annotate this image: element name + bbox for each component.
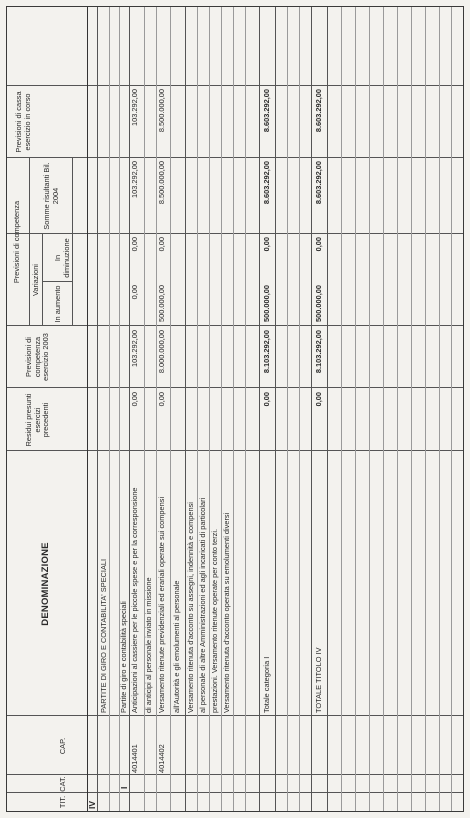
header-in-diminuzione: In diminuzione [53,238,71,278]
totale-categoria-prev2003: 8.103.292,00 [262,330,271,374]
row1-residui: 0,00 [130,392,139,407]
totale-titolo-diminuzione: 0,00 [314,237,323,252]
header-variazioni: Variazioni [31,264,40,296]
header-in-aumento: In aumento [53,285,62,323]
totale-titolo-label: TOTALE TITOLO IV [314,647,323,713]
titolo-number: IV [87,800,97,809]
row2-line6: Versamento ritenuta d'acconto operata su emolumenti diversi [222,512,231,713]
row2-line3: Versamento ritenuta d'acconto su assegni, indennità e compensi [186,502,195,713]
row1-diminuzione: 0,00 [130,237,139,252]
row2-line2: all'Autorità e gli emolumenti al personale [172,580,181,713]
row2-line1: Versamento ritenute previdenziali ed erariali operate sui compensi [157,496,166,713]
row1-prev2003: 103.292,00 [130,330,139,367]
row2-line5: prestazioni. Versamento ritenute operate per conto terzi. [210,528,219,713]
row2-diminuzione: 0,00 [157,237,166,252]
header-cap: CAP. [58,737,67,755]
category-title: Partite di giro e contabilità speciali [119,601,128,713]
row1-cassa: 103.292,00 [130,89,139,126]
section-title: PARTITE DI GIRO E CONTABILITA' SPECIALI [99,558,108,713]
row2-somme: 8.500.000,00 [157,161,166,205]
row2-prev2003: 8.000.000,00 [157,330,166,374]
row1-line2: di anticipi al personale inviato in missione [144,577,153,713]
totale-categoria-residui: 0,00 [262,392,271,407]
row2-cassa: 8.500.000,00 [157,89,166,133]
row1-line1: Anticipazioni al cassiere per le piccole spese e per la corresponsione [130,487,139,713]
totale-categoria-label: Totale categoria I [262,656,271,713]
totale-titolo-residui: 0,00 [314,392,323,407]
header-previsioni-competenza: Previsioni di competenza [12,200,21,284]
header-denominazione: DENOMINAZIONE [40,542,51,626]
header-somme-risultanti: Somme risultanti Bil. 2004 [42,162,60,230]
totale-titolo-aumento: 500.000,00 [314,285,323,322]
totale-categoria-aumento: 500.000,00 [262,285,271,322]
totale-titolo-cassa: 8.603.292,00 [314,89,323,133]
totale-titolo-somme: 8.603.292,00 [314,161,323,205]
header-tit: TIT. [58,795,67,809]
header-residui: Residui presunti esercizi precedenti [24,393,51,447]
row1-aumento: 0,00 [130,285,139,300]
header-previsioni-2003: Previsioni di competenza esercizio 2003 [24,333,51,381]
row2-residui: 0,00 [157,392,166,407]
row1-somme: 103.292,00 [130,161,139,198]
budget-table [6,6,464,812]
row2-aumento: 500.000,00 [157,285,166,322]
categoria-number: I [119,786,129,789]
row2-line4: al personale di altre Amministrazioni ed agli incaricati di particolari [198,497,207,713]
row2-cap: 4014402 [157,744,166,773]
totale-categoria-cassa: 8.603.292,00 [262,89,271,133]
header-cat: CAT. [58,776,67,792]
row1-cap: 4014401 [130,744,139,773]
header-previsioni-cassa: Previsioni di cassa esercizio in corso [14,91,32,153]
totale-categoria-somme: 8.603.292,00 [262,161,271,205]
totale-categoria-diminuzione: 0,00 [262,237,271,252]
totale-titolo-prev2003: 8.103.292,00 [314,330,323,374]
